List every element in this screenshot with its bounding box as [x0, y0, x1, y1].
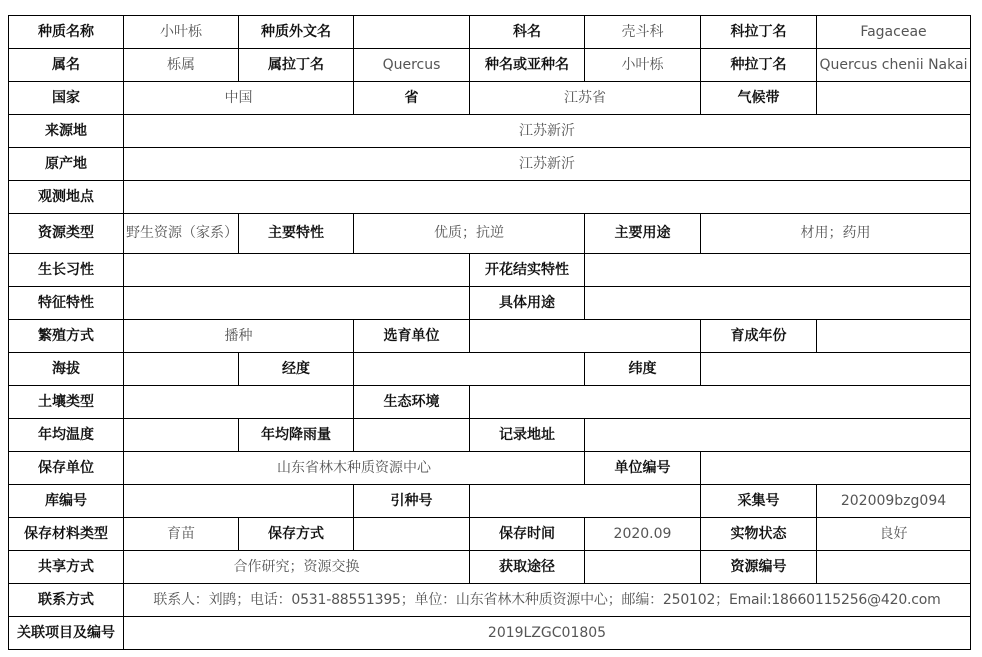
climate-zone-value: [817, 82, 971, 115]
table-row: [9, 584, 971, 617]
table-row: [9, 320, 971, 353]
genus-latin-label: 属拉丁名: [239, 49, 354, 82]
material-type-label: 保存材料类型: [9, 518, 124, 551]
growth-habit-label: 生长习性: [9, 254, 124, 287]
record-address-label: 记录地址: [470, 419, 585, 452]
origin-place-label: 原产地: [9, 148, 124, 181]
main-uses-value: 材用；药用: [701, 214, 971, 254]
conservation-unit-value: 山东省林木种质资源中心: [124, 452, 585, 485]
related-project-value: 2019LZGC01805: [124, 617, 971, 650]
flowering-fruiting-label: 开花结实特性: [470, 254, 585, 287]
annual-temp-label: 年均温度: [9, 419, 124, 452]
table-row: [9, 419, 971, 452]
species-label: 种名或亚种名: [470, 49, 585, 82]
sharing-method-value: 合作研究；资源交换: [124, 551, 470, 584]
introduction-number-value: [470, 485, 701, 518]
unit-code-value: [701, 452, 971, 485]
foreign-name-value: [354, 16, 470, 49]
longitude-label: 经度: [239, 353, 354, 386]
altitude-value: [124, 353, 239, 386]
collection-number-value: 202009bzg094: [817, 485, 971, 518]
source-place-label: 来源地: [9, 115, 124, 148]
foreign-name-label: 种质外文名: [239, 16, 354, 49]
propagation-label: 繁殖方式: [9, 320, 124, 353]
observation-site-value: [124, 181, 971, 214]
breeding-unit-label: 选育单位: [354, 320, 470, 353]
unit-code-label: 单位编号: [585, 452, 701, 485]
ecological-env-value: [470, 386, 971, 419]
soil-type-label: 土壤类型: [9, 386, 124, 419]
acquisition-route-value: [585, 551, 701, 584]
table-row: [9, 617, 971, 650]
latitude-label: 纬度: [585, 353, 701, 386]
growth-habit-value: [124, 254, 470, 287]
table-row: [9, 551, 971, 584]
province-label: 省: [354, 82, 470, 115]
characteristics-value: [124, 287, 470, 320]
germplasm-info-table: [8, 15, 971, 650]
breeding-unit-value: [470, 320, 701, 353]
species-latin-label: 种拉丁名: [701, 49, 817, 82]
country-value: 中国: [124, 82, 354, 115]
conservation-unit-label: 保存单位: [9, 452, 124, 485]
genus-label: 属名: [9, 49, 124, 82]
annual-rainfall-value: [354, 419, 470, 452]
main-uses-label: 主要用途: [585, 214, 701, 254]
characteristics-label: 特征特性: [9, 287, 124, 320]
table-row: [9, 115, 971, 148]
storage-time-label: 保存时间: [470, 518, 585, 551]
table-row: [9, 518, 971, 551]
collection-number-label: 采集号: [701, 485, 817, 518]
resource-type-value: 野生资源（家系）: [124, 214, 239, 254]
storage-time-value: 2020.09: [585, 518, 701, 551]
origin-place-value: 江苏新沂: [124, 148, 971, 181]
resource-number-value: [817, 551, 971, 584]
propagation-value: 播种: [124, 320, 354, 353]
main-traits-label: 主要特性: [239, 214, 354, 254]
germplasm-name-value: 小叶栎: [124, 16, 239, 49]
genus-value: 栎属: [124, 49, 239, 82]
province-value: 江苏省: [470, 82, 701, 115]
breeding-year-value: [817, 320, 971, 353]
family-label: 科名: [470, 16, 585, 49]
family-latin-value: Fagaceae: [817, 16, 971, 49]
country-label: 国家: [9, 82, 124, 115]
specific-uses-value: [585, 287, 971, 320]
flowering-fruiting-value: [585, 254, 971, 287]
climate-zone-label: 气候带: [701, 82, 817, 115]
longitude-value: [354, 353, 585, 386]
species-value: 小叶栎: [585, 49, 701, 82]
storage-method-label: 保存方式: [239, 518, 354, 551]
species-latin-value: Quercus chenii Nakai: [817, 49, 971, 82]
breeding-year-label: 育成年份: [701, 320, 817, 353]
storage-method-value: [354, 518, 470, 551]
table-row: [9, 214, 971, 254]
table-row: [9, 148, 971, 181]
annual-temp-value: [124, 419, 239, 452]
contact-method-label: 联系方式: [9, 584, 124, 617]
table-row: [9, 386, 971, 419]
table-row: [9, 82, 971, 115]
sharing-method-label: 共享方式: [9, 551, 124, 584]
annual-rainfall-label: 年均降雨量: [239, 419, 354, 452]
germplasm-name-label: 种质名称: [9, 16, 124, 49]
family-value: 壳斗科: [585, 16, 701, 49]
table-row: [9, 485, 971, 518]
table-row: [9, 49, 971, 82]
related-project-label: 关联项目及编号: [9, 617, 124, 650]
bank-number-value: [124, 485, 354, 518]
source-place-value: 江苏新沂: [124, 115, 971, 148]
record-address-value: [585, 419, 971, 452]
table-row: [9, 452, 971, 485]
table-row: [9, 353, 971, 386]
physical-state-label: 实物状态: [701, 518, 817, 551]
table-row: [9, 16, 971, 49]
genus-latin-value: Quercus: [354, 49, 470, 82]
observation-site-label: 观测地点: [9, 181, 124, 214]
ecological-env-label: 生态环境: [354, 386, 470, 419]
contact-method-value: 联系人：刘鹍；电话：0531-88551395；单位：山东省林木种质资源中心；邮编：250102；Email:18660115256@420.com: [124, 584, 971, 617]
bank-number-label: 库编号: [9, 485, 124, 518]
table-row: [9, 287, 971, 320]
introduction-number-label: 引种号: [354, 485, 470, 518]
table-row: [9, 181, 971, 214]
resource-number-label: 资源编号: [701, 551, 817, 584]
resource-type-label: 资源类型: [9, 214, 124, 254]
soil-type-value: [124, 386, 354, 419]
acquisition-route-label: 获取途径: [470, 551, 585, 584]
latitude-value: [701, 353, 971, 386]
table-row: [9, 254, 971, 287]
family-latin-label: 科拉丁名: [701, 16, 817, 49]
altitude-label: 海拔: [9, 353, 124, 386]
main-traits-value: 优质；抗逆: [354, 214, 585, 254]
physical-state-value: 良好: [817, 518, 971, 551]
material-type-value: 育苗: [124, 518, 239, 551]
specific-uses-label: 具体用途: [470, 287, 585, 320]
